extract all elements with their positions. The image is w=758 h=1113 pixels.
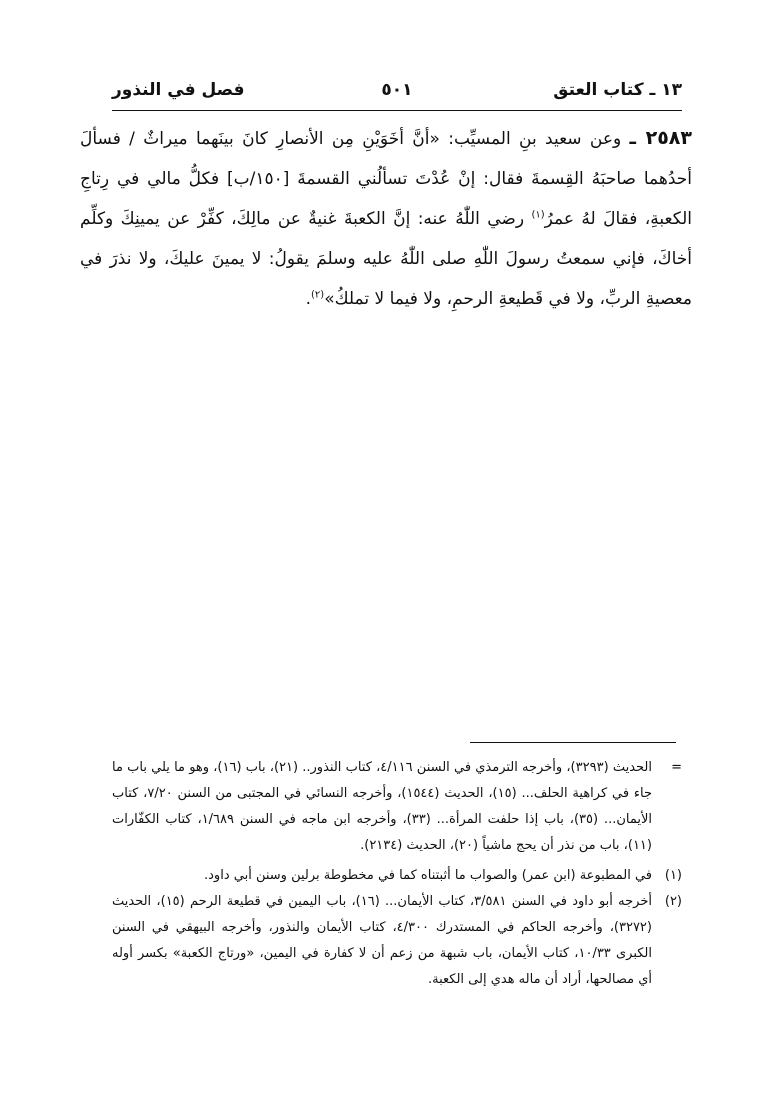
note-reference-2: (٢): [311, 289, 325, 301]
page-number: ٥٠١: [381, 80, 413, 100]
footnotes: [112, 755, 682, 993]
footnote-1: [112, 863, 682, 889]
note-reference-1: (١): [531, 209, 545, 221]
footnote-rule: [470, 742, 676, 743]
end-punctuation: .: [305, 289, 312, 309]
footnote-2: [112, 889, 682, 993]
footnote-1-marker: (١): [664, 868, 682, 883]
footnote-continuation: [112, 755, 682, 859]
hadith-text-part-2: رضي اللّٰهُ عنه: إنَّ الكعبةَ غنيةٌ عن مالِكَ، كفِّرْ عن يمينِكَ وكلِّم أخاكَ، فإني سمعتُ رسولَ اللّٰهِ صلى اللّٰهُ عليه وسلمَ يقولُ: لا يمينَ عليكَ، ولا نذرَ في معصيةِ الربِّ، ولا في قَطيعةِ الرحمِ، ولا فيما لا تملكُ»: [80, 209, 692, 309]
hadith-text-part-1: وعن سعيد بنِ المسيِّب: «أنَّ أخَوَيْنِ مِن الأنصارِ كانَ بينَهما ميراثٌ / فسألَ أحدُهما صاحبَهُ القِسمةَ فقال: إنْ عُدْتَ تسألُني القسمةَ [١٥٠/ب] فكلُّ مالي في رِتاجِ الكعبةِ، فقالَ لهُ عمرُ: [80, 129, 692, 229]
running-header: [112, 80, 682, 106]
section-title: فصل في النذور: [112, 80, 245, 100]
chapter-title: ١٣ ـ كتاب العتق: [553, 80, 682, 100]
header-rule: [112, 110, 682, 111]
hadith-paragraph: [80, 118, 692, 319]
footnote-continuation-text: الحديث (٣٢٩٣)، وأخرجه الترمذي في السنن ٤/١١٦، كتاب النذور.. (٢١)، باب (١٦)، وهو ما يلي باب ما جاء في كراهية الحلف... (١٥)، الحديث (١٥٤٤)، وأخرجه النسائي في المجتبى من السنن ٧/٢٠، كتاب الأيمان... (٣٥)، باب إذا حلفت المرأة... (٣٣)، وأخرجه ابن ماجه في السنن ١/٦٨٩، كتاب الكفّارات (١١)، باب من نذر أن يحج ماشياً (٢٠)، الحديث (٢١٣٤).: [112, 760, 652, 853]
hadith-number: ٢٥٨٣ ـ: [629, 127, 692, 149]
continuation-marker: =: [671, 760, 682, 775]
main-text: [80, 118, 692, 319]
footnote-2-text: أخرجه أبو داود في السنن ٣/٥٨١، كتاب الأيمان... (١٦)، باب اليمين في قطيعة الرحم (١٥)، الحديث (٣٢٧٢)، وأخرجه الحاكم في المستدرك ٤/٣٠٠، كتاب الأيمان والنذور، وأخرجه البيهقي في السنن الكبرى ١٠/٣٣، كتاب الأيمان، باب شبهة من زعم أن لا كفارة في اليمين، «ورتاج الكعبة» بكسر أوله أي مصالحها، أراد أن ماله هدي إلى الكعبة.: [112, 894, 653, 987]
footnote-1-text: في المطبوعة (ابن عمر) والصواب ما أثبتناه كما في مخطوطة برلين وسنن أبي داود.: [204, 868, 652, 883]
footnote-2-marker: (٢): [664, 894, 682, 909]
